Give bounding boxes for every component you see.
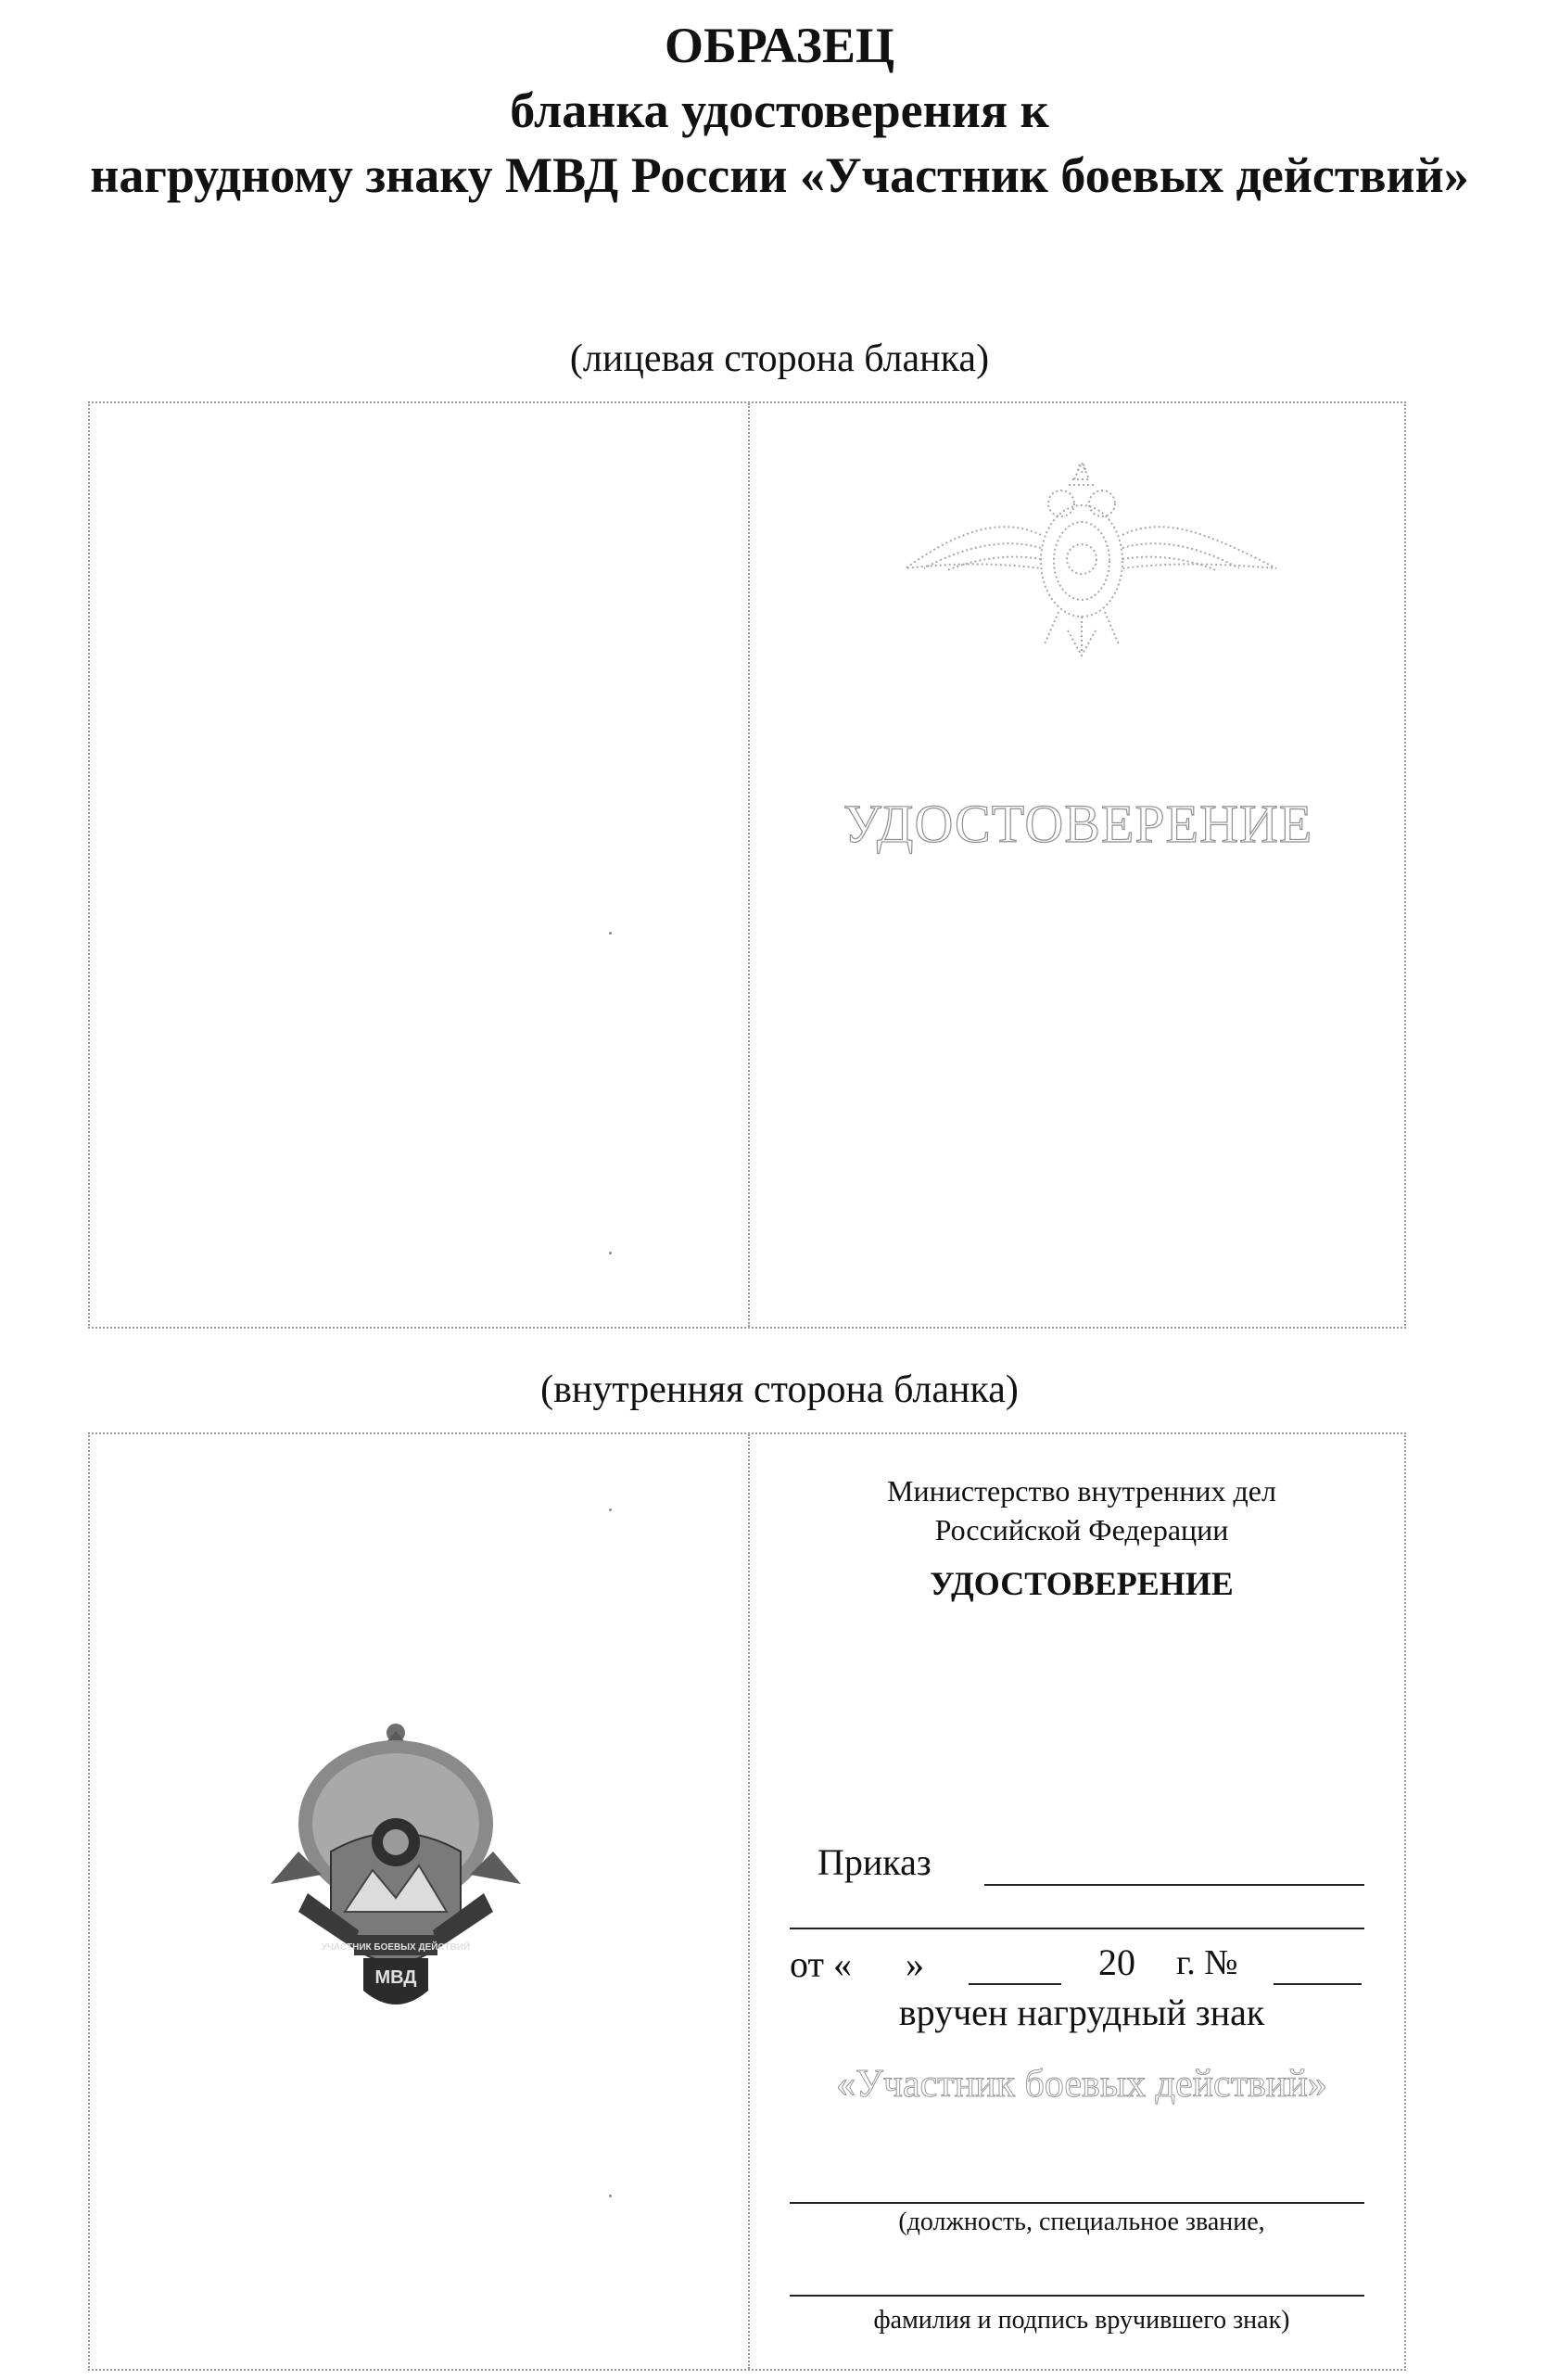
speck xyxy=(609,2195,612,2197)
document-subtitle-line2: нагрудному знаку МВД России «Участник боевых действий» xyxy=(90,147,1469,203)
fold-line xyxy=(748,403,750,1327)
ministry-line2: Российской Федерации xyxy=(934,1513,1229,1546)
speck xyxy=(609,932,612,935)
number-line xyxy=(1274,1983,1362,1985)
number-label: г. № xyxy=(1176,1943,1238,1982)
order-number-line xyxy=(984,1884,1364,1886)
mvd-eagle-emblem-icon xyxy=(896,459,1286,663)
speck xyxy=(609,1508,612,1511)
document-heading: УДОСТОВЕРЕНИЕ xyxy=(930,1565,1234,1602)
badge-shield-text: МВД xyxy=(374,1967,417,1988)
year-prefix: 20 xyxy=(1098,1941,1135,1983)
document-title: ОБРАЗЕЦ xyxy=(665,18,894,73)
signature-line2 xyxy=(790,2295,1364,2297)
order-label: Приказ xyxy=(818,1841,932,1883)
date-close-quote: » xyxy=(906,1943,924,1985)
front-side-caption: (лицевая сторона бланка) xyxy=(569,337,990,380)
ministry-line1: Министерство внутренних дел xyxy=(887,1474,1276,1508)
speck xyxy=(609,1252,612,1254)
signature-line1 xyxy=(790,2202,1364,2204)
cover-title: УДОСТОВЕРЕНИЕ xyxy=(843,794,1313,854)
order-continuation-line xyxy=(790,1928,1364,1929)
document-subtitle-line1: бланка удостоверения к xyxy=(510,83,1049,138)
badge-name: «Участник боевых действий» xyxy=(836,2063,1327,2106)
date-open-quote: от « xyxy=(790,1943,852,1985)
inside-side-caption: (внутренняя сторона бланка) xyxy=(540,1368,1019,1411)
footnote-line2: фамилия и подпись вручившего знак) xyxy=(873,2306,1290,2335)
inside-side-panel xyxy=(88,1432,1406,2371)
fold-line xyxy=(748,1434,750,2369)
combat-participant-badge-icon xyxy=(271,1712,521,2028)
month-line xyxy=(969,1983,1061,1985)
awarded-text: вручен нагрудный знак xyxy=(898,1992,1265,2033)
badge-ribbon-text: УЧАСТНИК БОЕВЫХ ДЕЙСТВИЙ xyxy=(321,1942,471,1953)
front-side-panel xyxy=(88,401,1406,1329)
footnote-line1: (должность, специальное звание, xyxy=(898,2208,1265,2236)
